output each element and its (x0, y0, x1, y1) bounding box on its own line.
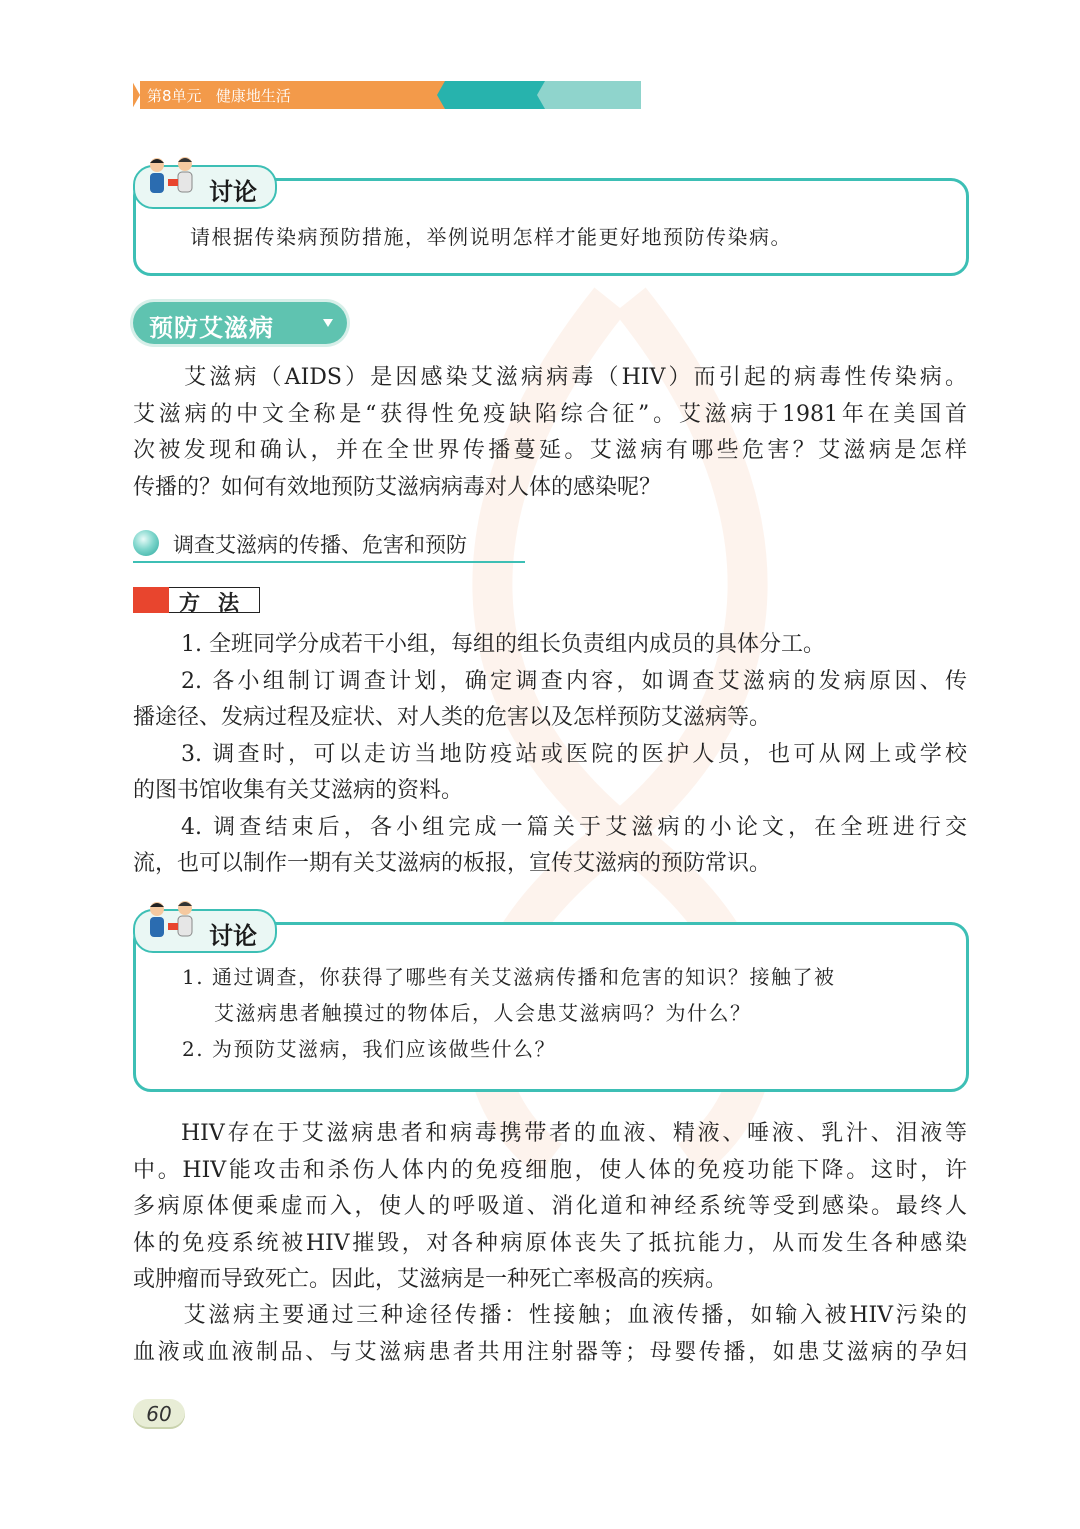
discussion-tag-label: 讨论 (209, 178, 257, 206)
header-teal-band (437, 81, 549, 109)
circle-bullet-icon (133, 530, 159, 556)
unit-header (133, 81, 641, 109)
text-line: 血液或血液制品、与艾滋病患者共用注射器等；母婴传播，如患艾滋病的孕妇 (133, 1339, 967, 1365)
students-icon (141, 155, 205, 203)
text-line: 或肿瘤而导致死亡。因此，艾滋病是一种死亡率极高的疾病。 (133, 1267, 728, 1292)
text-line: 艾滋病的中文全称是“获得性免疫缺陷综合征”。艾滋病于1981年在美国首 (133, 401, 967, 427)
text-line: 传播的？如何有效地预防艾滋病病毒对人体的感染呢？ (133, 474, 662, 500)
text-line: 播途径、发病过程及症状、对人类的危害以及怎样预防艾滋病等。 (133, 705, 772, 730)
intro-paragraph (133, 360, 967, 506)
page-number-badge (133, 1399, 185, 1429)
page-number: 60 (146, 1402, 172, 1426)
discussion-line: 请根据传染病预防措施，举例说明怎样才能更好地预防传染病。 (190, 225, 792, 249)
text-line: 1. 全班同学分成若干小组，每组的组长负责组内成员的具体分工。 (181, 632, 825, 657)
discussion-tag-label: 讨论 (209, 922, 257, 950)
activity-title: 调查艾滋病的传播、危害和预防 (173, 533, 467, 557)
discussion-line: 2. 为预防艾滋病，我们应该做些什么？ (182, 1037, 556, 1061)
text-line: 艾滋病（AIDS）是因感染艾滋病病毒（HIV）而引起的病毒性传染病。 (181, 365, 967, 390)
discussion-line: 1. 通过调查，你获得了哪些有关艾滋病传播和危害的知识？接触了被 (182, 965, 836, 989)
text-line: 中。HIV能攻击和杀伤人体内的免疫细胞，使人体的免疫功能下降。这时，许 (133, 1157, 967, 1183)
section-title-tag (133, 302, 347, 344)
discussion-tag-1 (133, 165, 277, 209)
discussion-tag-2 (133, 909, 277, 953)
students-icon (141, 899, 205, 947)
discussion-line: 艾滋病患者触摸过的物体后，人会患艾滋病吗？为什么？ (214, 1001, 752, 1025)
header-light-teal-band (537, 81, 641, 109)
text-line: 流，也可以制作一期有关艾滋病的板报，宣传艾滋病的预防常识。 (133, 851, 772, 876)
section-title: 预防艾滋病 (149, 314, 274, 342)
body-paragraph-2 (133, 1298, 967, 1371)
method-steps (133, 627, 967, 883)
body-paragraph-1 (133, 1116, 967, 1299)
method-label-text: 方法 (179, 591, 257, 615)
unit-title: 第8单元 健康地生活 (147, 87, 291, 105)
text-line: 4. 调查结束后，各小组完成一篇关于艾滋病的小论文，在全班进行交 (181, 814, 967, 840)
text-line: 3. 调查时，可以走访当地防疫站或医院的医护人员，也可从网上或学校 (181, 741, 967, 767)
text-line: 次被发现和确认，并在全世界传播蔓延。艾滋病有哪些危害？艾滋病是怎样 (133, 438, 967, 463)
text-line: 多病原体便乘虚而入，使人的呼吸道、消化道和神经系统等受到感染。最终人 (133, 1194, 967, 1219)
text-line: HIV存在于艾滋病患者和病毒携带者的血液、精液、唾液、乳汁、泪液等 (181, 1121, 967, 1146)
triangle-down-icon (323, 319, 333, 327)
text-line: 艾滋病主要通过三种途径传播：性接触；血液传播，如输入被HIV污染的 (181, 1303, 967, 1328)
red-marker (133, 587, 169, 613)
text-line: 体的免疫系统被HIV摧毁，对各种病原体丧失了抵抗能力，从而发生各种感染 (133, 1230, 967, 1256)
method-label (133, 587, 261, 613)
activity-heading (133, 527, 525, 563)
text-line: 的图书馆收集有关艾滋病的资料。 (133, 778, 464, 803)
text-line: 2. 各小组制订调查计划，确定调查内容，如调查艾滋病的发病原因、传 (181, 668, 967, 694)
